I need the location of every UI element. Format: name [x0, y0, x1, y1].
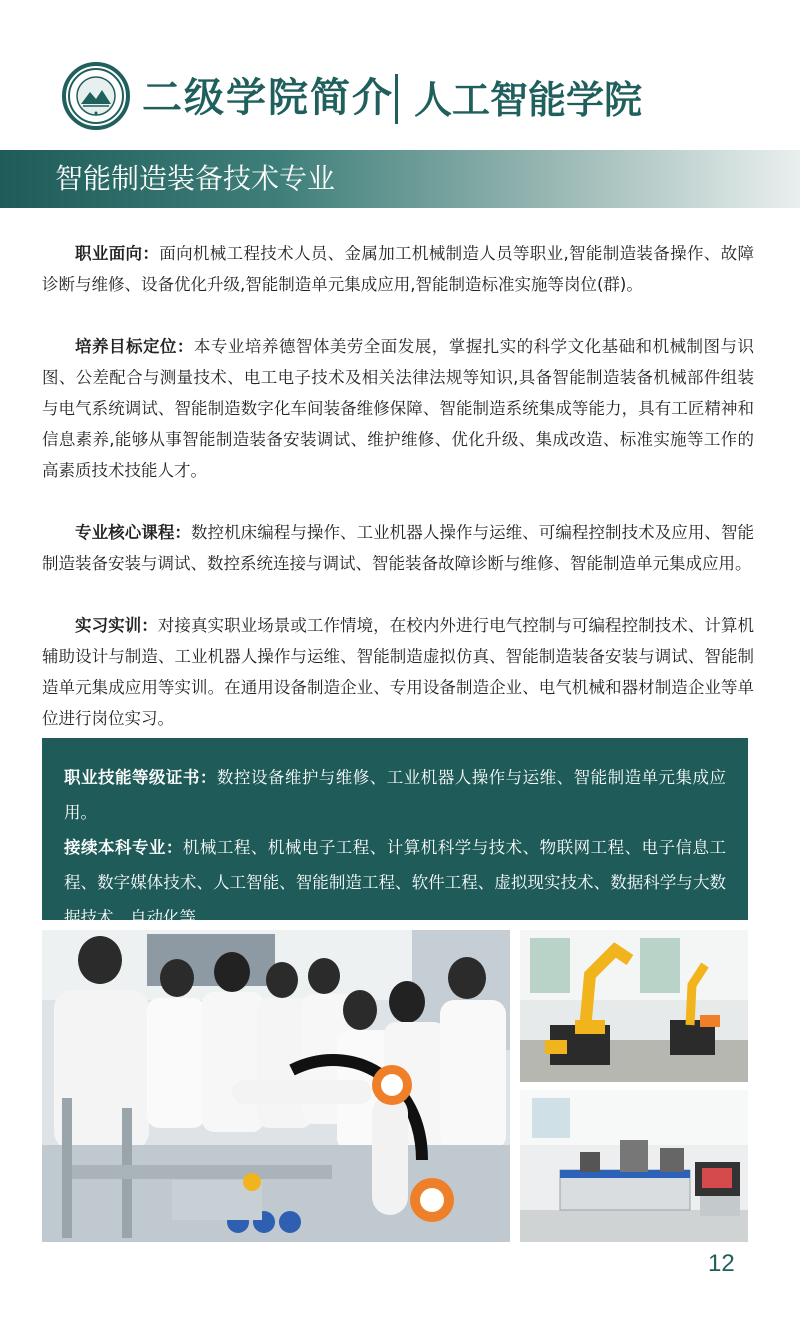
page-header [0, 0, 800, 150]
photo-gallery [42, 930, 748, 1242]
section-text: 数控机床编程与操作、工业机器人操作与运维、可编程控制技术及应用、智能制造装备安装与调试、数控系统连接与调试、智能装备故障诊断与维修、智能制造单元集成应用。 [42, 523, 754, 573]
section-text: 对接真实职业场景或工作情境，在校内外进行电气控制与可编程控制技术、计算机辅助设计与制造、工业机器人操作与运维、智能制造虚拟仿真、智能制造装备安装与调试、智能制造单元集成应用等实训。在通用设备制造企业、专用设备制造企业、电气机械和器材制造企业等单位进行岗位实习。 [42, 616, 754, 728]
section-goal [42, 331, 754, 486]
section-label: 实习实训： [75, 616, 158, 635]
page-number: 12 [708, 1250, 735, 1277]
section-career [42, 238, 754, 300]
section-label: 职业面向： [75, 244, 160, 263]
page-title: 二级学院简介 [142, 75, 394, 121]
title-divider [395, 74, 398, 124]
bachelor-line [64, 830, 726, 935]
section-text: 本专业培养德智体美劳全面发展，掌握扎实的科学文化基础和机械制图与识图、公差配合与测量技术、电工电子技术及相关法律法规等知识,具备智能制造装备机械部件组装与电气系统调试、智能制造数字化车间装备维修保障、智能制造系统集成等能力，具有工匠精神和信息素养,能够从事智能制造装备安装调试、维护维修、优化升级、集成改造、标准实施等工作的高素质技术技能人才。 [42, 337, 755, 480]
certificate-line [64, 760, 726, 830]
photo-industrial-robots [520, 930, 748, 1082]
major-banner [0, 150, 800, 208]
bachelor-text: 机械工程、机械电子工程、计算机科学与技术、物联网工程、电子信息工程、数字媒体技术、人工智能、智能制造工程、软件工程、虚拟现实技术、数据科学与大数据技术、自动化等。 [64, 838, 727, 927]
certificate-box [42, 738, 748, 927]
college-name: 人工智能学院 [414, 78, 643, 122]
certificate-text: 数控设备维护与维修、工业机器人操作与运维、智能制造单元集成应用。 [64, 768, 727, 822]
section-label: 专业核心课程： [75, 523, 191, 542]
major-description [42, 238, 754, 765]
section-label: 培养目标定位： [75, 337, 194, 356]
section-text: 面向机械工程技术人员、金属加工机械制造人员等职业,智能制造装备操作、故障诊断与维修、设备优化升级,智能制造单元集成应用,智能制造标准实施等岗位(群)。 [42, 244, 754, 294]
photo-training-lab [520, 1090, 748, 1242]
photo-students-robot-arm [42, 930, 510, 1242]
bachelor-label: 接续本科专业： [64, 838, 183, 857]
major-title: 智能制造装备技术专业 [55, 162, 336, 195]
college-logo [62, 62, 130, 130]
section-core-courses [42, 517, 754, 579]
section-internship [42, 610, 754, 734]
certificate-label: 职业技能等级证书： [64, 768, 217, 787]
